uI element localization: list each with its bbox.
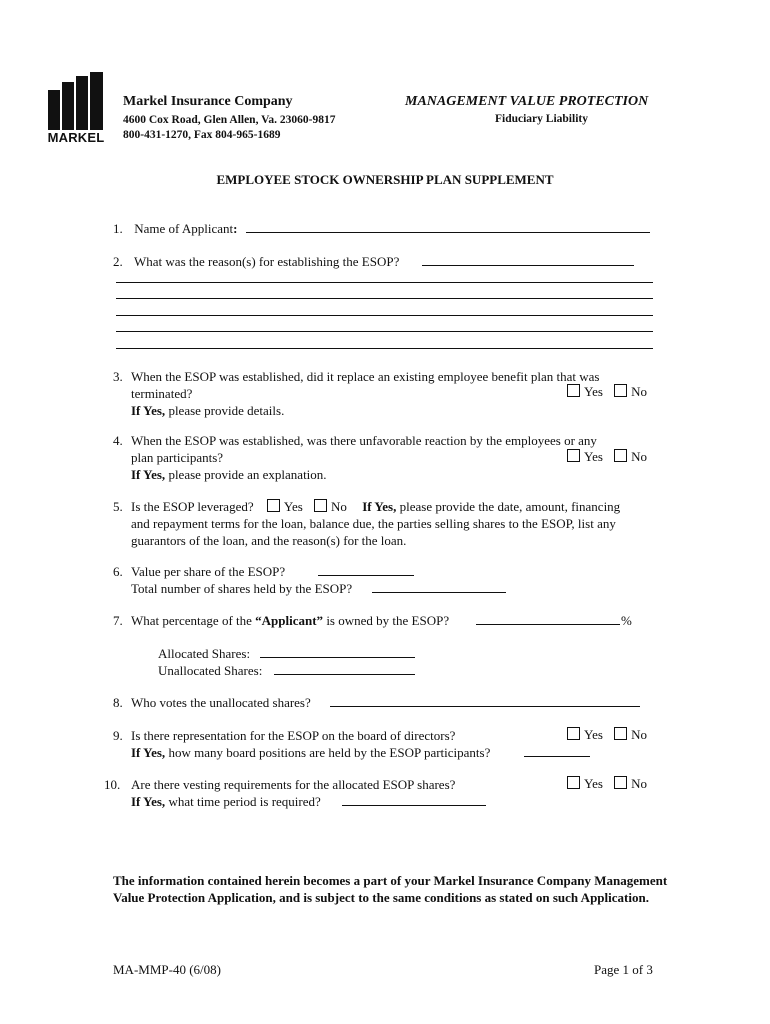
question-text: What percentage of the	[131, 613, 256, 628]
allocated-shares-label: Allocated Shares:	[158, 646, 251, 661]
no-label: No	[631, 776, 648, 791]
checkbox[interactable]	[267, 499, 280, 512]
checkbox[interactable]	[567, 384, 580, 397]
no-label: No	[331, 499, 347, 514]
q10-yes-no	[567, 776, 647, 792]
esop-reason-line[interactable]	[116, 348, 653, 349]
esop-reason-line[interactable]	[116, 298, 653, 299]
q3-yes-no	[567, 384, 647, 400]
q4-yes-no	[567, 449, 647, 465]
allocated-shares-field[interactable]	[260, 657, 415, 658]
question-number: 4.	[113, 433, 123, 448]
if-yes-detail: how many board positions are held by the ESOP participants?	[165, 745, 491, 760]
q10-no-option[interactable]	[614, 776, 647, 791]
question-number: 8.	[113, 695, 123, 710]
if-yes-label: If Yes,	[131, 403, 166, 418]
form-id: MA-MMP-40 (6/08)	[113, 962, 221, 977]
ownership-percent-field[interactable]	[476, 624, 620, 625]
question-text: Who votes the unallocated shares?	[131, 695, 311, 710]
applicant-term: “Applicant”	[255, 613, 324, 628]
yes-label: Yes	[584, 449, 603, 464]
q3-no-option[interactable]	[614, 384, 647, 399]
question-number: 5.	[113, 499, 123, 514]
q5-no-option[interactable]	[314, 499, 347, 514]
question-text: Are there vesting requirements for the allocated ESOP shares?	[131, 777, 456, 792]
unallocated-shares-label: Unallocated Shares:	[158, 663, 263, 678]
question-number: 2.	[113, 254, 123, 269]
question-8	[113, 694, 311, 711]
no-label: No	[631, 384, 648, 399]
document-title: EMPLOYEE STOCK OWNERSHIP PLAN SUPPLEMENT	[216, 172, 554, 187]
if-yes-label: If Yes,	[362, 499, 397, 514]
q9-yes-option[interactable]	[567, 727, 603, 742]
board-positions-field[interactable]	[524, 756, 590, 757]
question-text-cont: Total number of shares held by the ESOP?	[131, 581, 353, 596]
question-6	[113, 563, 352, 597]
question-number: 9.	[113, 728, 123, 743]
yes-label: Yes	[584, 384, 603, 399]
question-9	[113, 727, 490, 761]
if-yes-label: If Yes,	[131, 467, 166, 482]
q5-yes-option[interactable]	[267, 499, 303, 514]
question-3	[113, 368, 599, 419]
logo-wordmark: MARKEL	[47, 130, 105, 145]
q10-yes-option[interactable]	[567, 776, 603, 791]
application-notice: The information contained herein becomes a part of your Markel Insurance Company Management Value Protection Application, and is subject to the same conditions as stated on such Application.	[113, 873, 668, 905]
company-address: 4600 Cox Road, Glen Allen, Va. 23060-9817	[123, 114, 336, 126]
question-text: Value per share of the ESOP?	[131, 564, 286, 579]
question-text: What was the reason(s) for establishing the ESOP?	[134, 254, 400, 269]
page-number: Page 1 of 3	[594, 962, 653, 977]
markel-logo	[46, 72, 106, 146]
question-text: When the ESOP was established, was there unfavorable reaction by the employees or any	[131, 433, 597, 448]
if-yes-detail: what time period is required?	[165, 794, 321, 809]
question-5	[113, 498, 620, 549]
votes-unallocated-field[interactable]	[330, 706, 640, 707]
question-number: 1.	[113, 221, 123, 236]
percent-sign: %	[621, 613, 632, 628]
question-text-cont: guarantors of the loan, and the reason(s) for the loan.	[131, 533, 407, 548]
if-yes-detail: please provide the date, amount, financing	[396, 499, 621, 514]
question-text-cont: plan participants?	[131, 450, 224, 465]
checkbox[interactable]	[614, 727, 627, 740]
product-title: MANAGEMENT VALUE PROTECTION	[405, 94, 649, 109]
question-text-cont: and repayment terms for the loan, balance due, the parties selling shares to the ESOP, list any	[131, 516, 616, 531]
if-yes-label: If Yes,	[131, 794, 166, 809]
question-text-cont: terminated?	[131, 386, 193, 401]
if-yes-detail: please provide an explanation.	[165, 467, 327, 482]
checkbox[interactable]	[567, 727, 580, 740]
yes-label: Yes	[584, 727, 603, 742]
company-contact	[123, 113, 335, 143]
if-yes-label: If Yes,	[131, 745, 166, 760]
question-colon: :	[233, 221, 238, 236]
question-number: 7.	[113, 613, 123, 628]
if-yes-detail: please provide details.	[165, 403, 285, 418]
no-label: No	[631, 727, 648, 742]
total-shares-field[interactable]	[372, 592, 506, 593]
q3-yes-option[interactable]	[567, 384, 603, 399]
esop-reason-field[interactable]	[422, 265, 634, 266]
q4-no-option[interactable]	[614, 449, 647, 464]
question-1	[113, 220, 238, 237]
checkbox[interactable]	[314, 499, 327, 512]
question-text: Is the ESOP leveraged?	[131, 499, 254, 514]
company-phone-fax: 800-431-1270, Fax 804-965-1689	[123, 129, 281, 141]
checkbox[interactable]	[614, 776, 627, 789]
question-2	[113, 253, 399, 270]
company-name: Markel Insurance Company	[123, 94, 293, 109]
question-4	[113, 432, 597, 483]
question-number: 6.	[113, 564, 123, 579]
question-number: 10.	[104, 777, 121, 792]
unallocated-shares-field[interactable]	[274, 674, 415, 675]
question-text: When the ESOP was established, did it replace an existing employee benefit plan that was	[131, 369, 600, 384]
applicant-name-field[interactable]	[246, 232, 650, 233]
q9-no-option[interactable]	[614, 727, 647, 742]
esop-reason-line[interactable]	[116, 315, 653, 316]
checkbox[interactable]	[614, 384, 627, 397]
yes-label: Yes	[584, 776, 603, 791]
question-7	[113, 612, 449, 629]
q9-yes-no	[567, 727, 647, 743]
vesting-period-field[interactable]	[342, 805, 486, 806]
checkbox[interactable]	[567, 449, 580, 462]
question-text-cont: is owned by the ESOP?	[323, 613, 450, 628]
q4-yes-option[interactable]	[567, 449, 603, 464]
question-text: Name of Applicant	[134, 221, 234, 236]
question-text: Is there representation for the ESOP on the board of directors?	[131, 728, 456, 743]
checkbox[interactable]	[614, 449, 627, 462]
product-subtitle: Fiduciary Liability	[495, 113, 588, 125]
value-per-share-field[interactable]	[318, 575, 414, 576]
esop-reason-line[interactable]	[116, 331, 653, 332]
question-number: 3.	[113, 369, 123, 384]
yes-label: Yes	[283, 499, 303, 514]
no-label: No	[631, 449, 648, 464]
checkbox[interactable]	[567, 776, 580, 789]
esop-reason-line[interactable]	[116, 282, 653, 283]
